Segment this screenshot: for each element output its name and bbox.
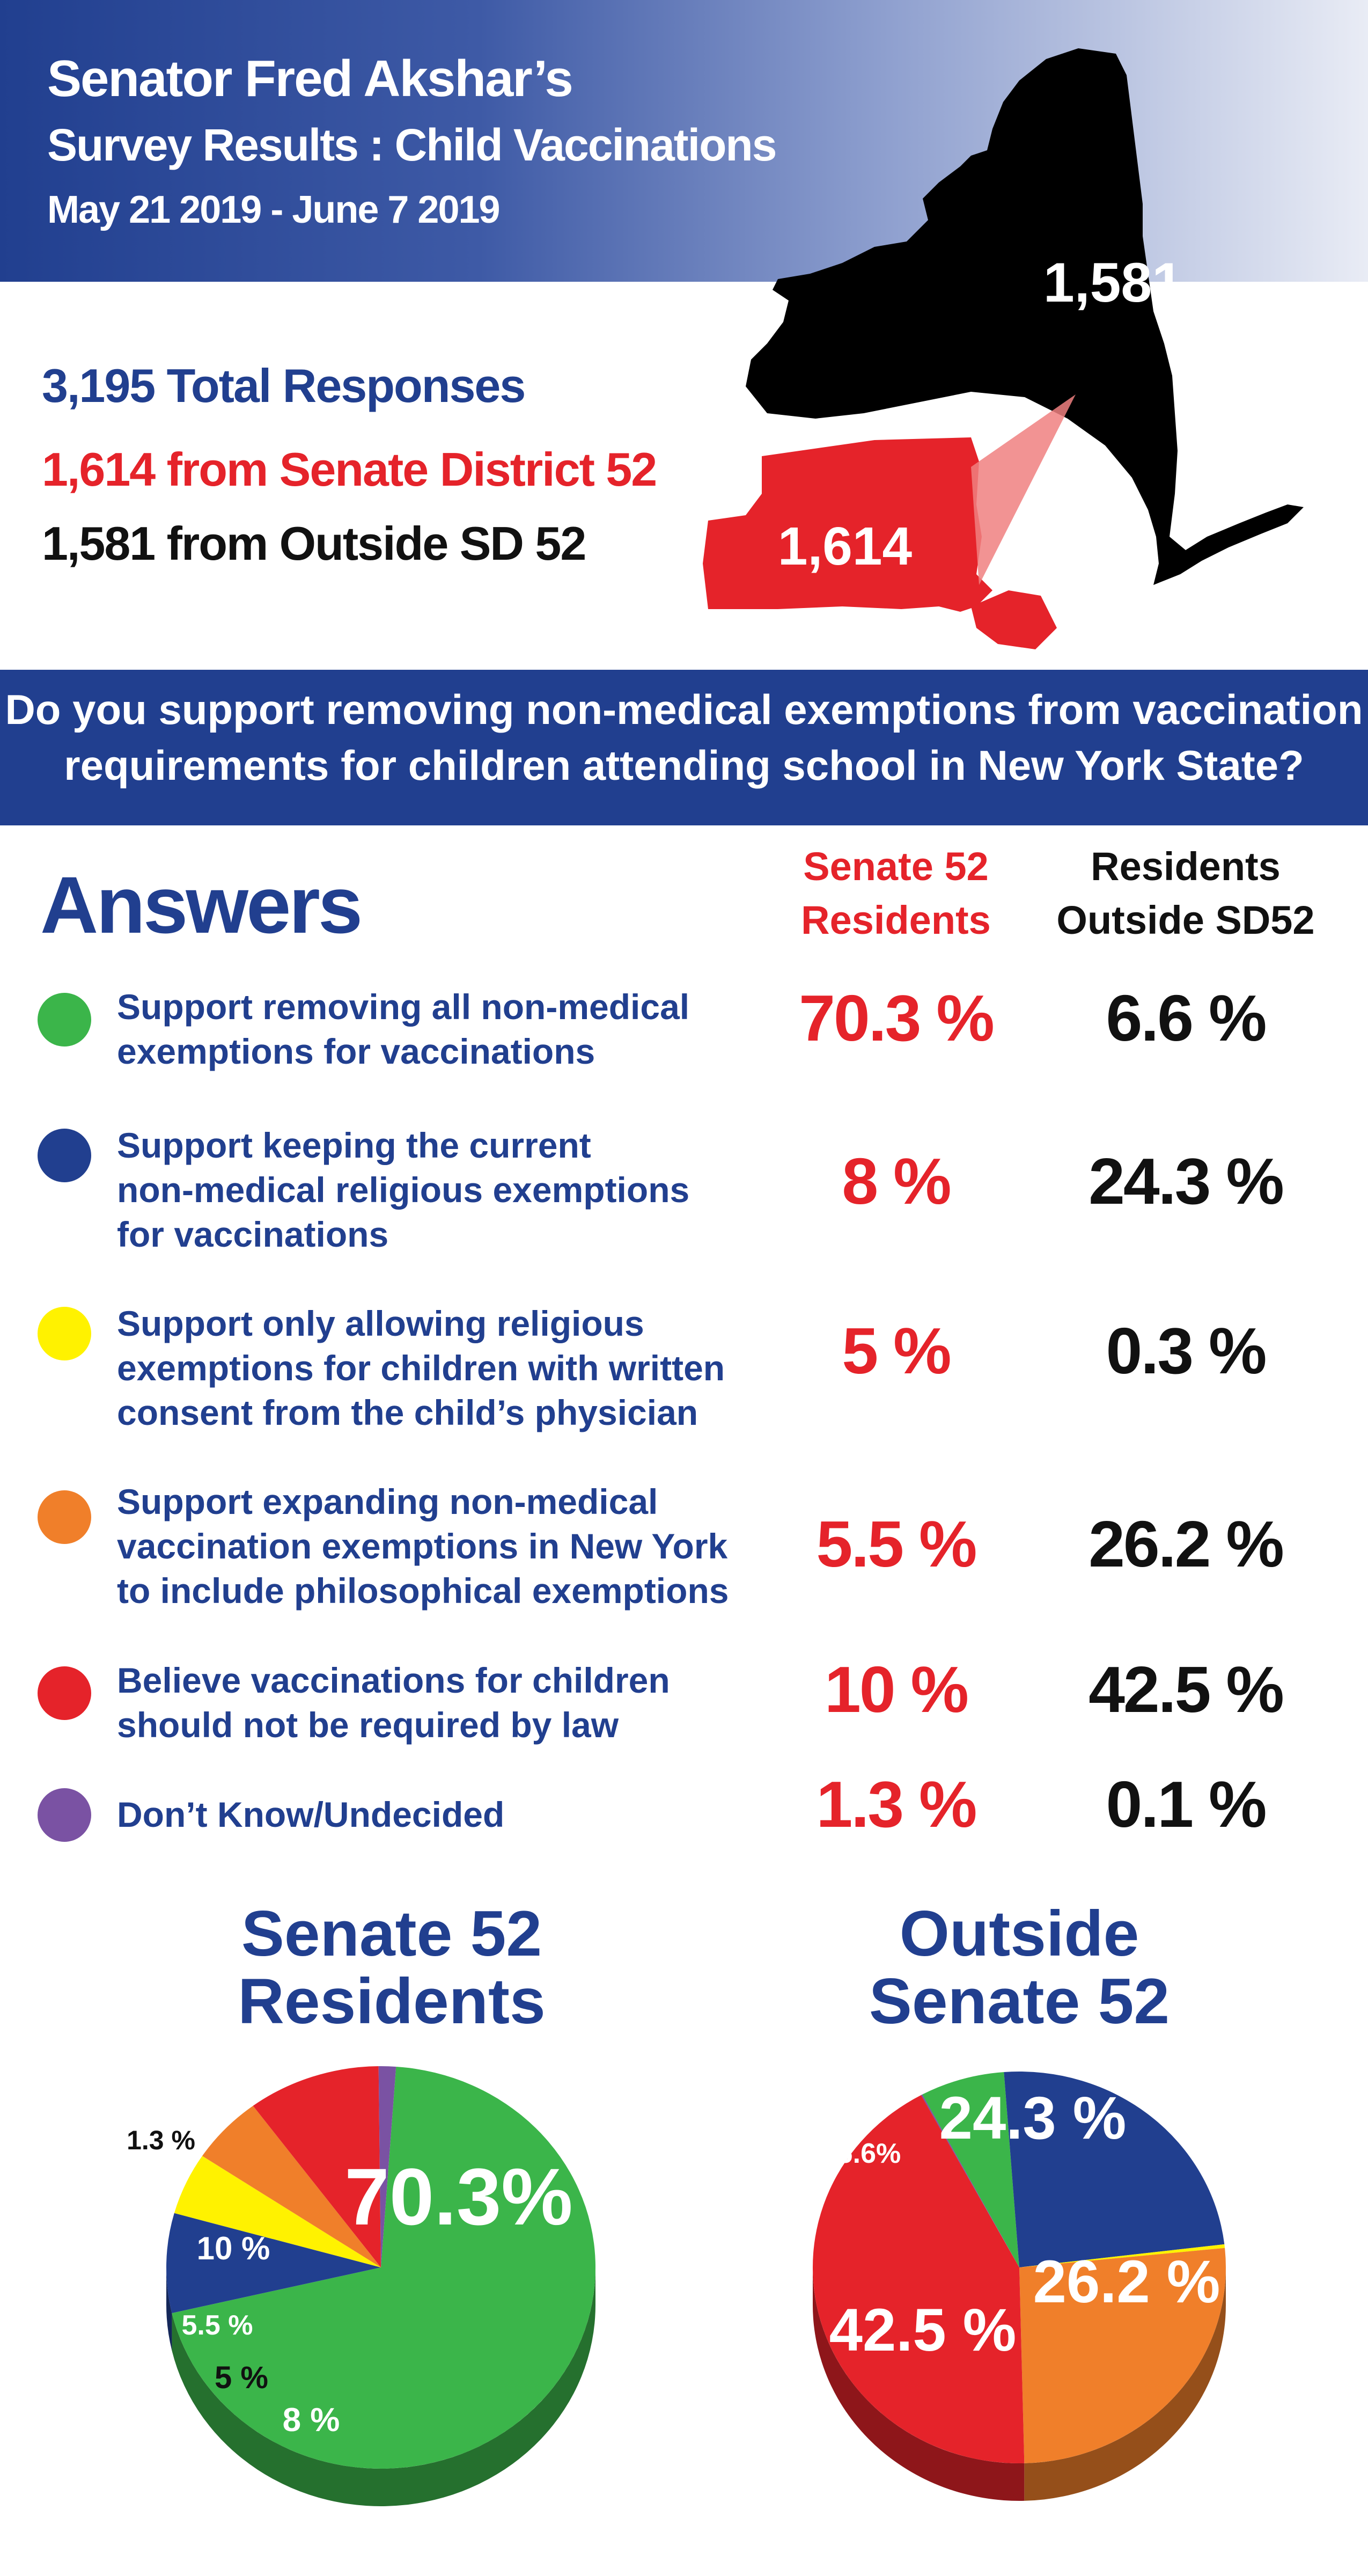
answer-value-sd52: 8 % [842, 1145, 950, 1218]
answer-label-line: non-medical religious exemptions [117, 1170, 690, 1210]
pie-slice-label: 6.6% [837, 2138, 901, 2169]
pie-slice-label: 5 % [215, 2360, 268, 2395]
callout-wedge [971, 394, 1076, 585]
answer-color-dot [38, 993, 91, 1046]
answer-label-line: for vaccinations [117, 1214, 389, 1254]
pie-slice-label: 10 % [196, 2230, 270, 2266]
pie-title-sd52 [161, 1900, 622, 2035]
column-header-line: Senate 52 [803, 844, 989, 889]
answer-value-sd52: 10 % [824, 1653, 968, 1726]
pie-title-line: Senate 52 [241, 1898, 542, 1970]
survey-question [0, 682, 1368, 793]
pie-title-line: Residents [238, 1965, 546, 2037]
answer-label [117, 1480, 777, 1613]
answer-color-dot [38, 1307, 91, 1360]
answer-value-sd52: 5 % [842, 1314, 950, 1387]
answers-heading: Answers [40, 860, 361, 950]
answer-value-outside: 42.5 % [1088, 1653, 1283, 1726]
answer-label-line: to include philosophical exemptions [117, 1571, 729, 1611]
new-york-map [671, 21, 1368, 665]
answer-value-sd52: 70.3 % [799, 982, 993, 1055]
answer-value-outside: 6.6 % [1106, 982, 1266, 1055]
answer-label [117, 1123, 777, 1257]
answer-label [117, 1301, 777, 1435]
pie-slice-label: 70.3% [344, 2151, 573, 2242]
page-title: Senator Fred Akshar’s [47, 50, 572, 107]
question-line: requirements for children attending school in New York State? [64, 742, 1304, 789]
answer-value-sd52: 5.5 % [816, 1507, 976, 1580]
answer-color-dot [38, 1788, 91, 1842]
pie-slice-label: 1.3 % [127, 2125, 195, 2155]
pie-chart-sd52 [127, 2066, 595, 2506]
column-header-line: Outside SD52 [1056, 898, 1315, 942]
answer-label-line: Support only allowing religious [117, 1304, 644, 1343]
total-responses: 3,195 Total Responses [42, 359, 525, 412]
map-district-label: 1,614 [777, 516, 913, 576]
answer-value-outside: 24.3 % [1088, 1145, 1283, 1218]
pie-title-line: Outside [899, 1898, 1139, 1970]
answer-color-dot [38, 1129, 91, 1182]
answer-value-outside: 26.2 % [1088, 1507, 1283, 1580]
column-header-line: Residents [1091, 844, 1281, 889]
answer-label-line: Don’t Know/Undecided [117, 1795, 505, 1834]
answer-color-dot [38, 1490, 91, 1544]
answer-label-line: consent from the child’s physician [117, 1393, 698, 1432]
pie-slice-label: 26.2 % [1033, 2248, 1220, 2315]
column-header-sd52 [751, 840, 1041, 947]
pie-slice-label: 24.3 % [939, 2084, 1127, 2151]
answer-label-line: Believe vaccinations for children [117, 1660, 670, 1700]
answer-label-line: exemptions for vaccinations [117, 1031, 595, 1071]
pie-slice-label: 8 % [282, 2402, 340, 2439]
pie-chart-outside [813, 2072, 1226, 2501]
answer-value-outside: 0.1 % [1106, 1768, 1266, 1841]
outside-responses: 1,581 from Outside SD 52 [42, 517, 586, 570]
question-line: Do you support removing non-medical exemptions from vaccination [5, 686, 1363, 733]
answer-label-line: vaccination exemptions in New York [117, 1526, 728, 1566]
answer-label-line: Support removing all non-medical [117, 987, 690, 1027]
answer-label-line: exemptions for children with written [117, 1348, 725, 1388]
survey-dates: May 21 2019 - June 7 2019 [47, 188, 499, 231]
map-state-label: 1,581 [1043, 252, 1183, 314]
district-responses: 1,614 from Senate District 52 [42, 443, 657, 496]
column-header-outside [1035, 840, 1336, 947]
answer-color-dot [38, 1666, 91, 1720]
answer-label-line: should not be required by law [117, 1705, 619, 1745]
answer-value-sd52: 1.3 % [816, 1768, 976, 1841]
pie-slice-label: 5.5 % [181, 2310, 253, 2341]
answer-value-outside: 0.3 % [1106, 1314, 1266, 1387]
page-subtitle: Survey Results : Child Vaccinations [47, 120, 776, 170]
senate-district-52-tail [971, 590, 1057, 649]
answer-label [117, 985, 777, 1074]
answer-label-line: Support expanding non-medical [117, 1482, 658, 1521]
answer-label [117, 1792, 777, 1837]
answer-label [117, 1658, 777, 1747]
pie-slice-label: 42.5 % [829, 2296, 1017, 2363]
pie-charts [0, 2023, 1368, 2576]
answer-label-line: Support keeping the current [117, 1125, 591, 1165]
column-header-line: Residents [801, 898, 991, 942]
pie-title-line: Senate 52 [869, 1965, 1170, 2037]
pie-title-outside [783, 1900, 1255, 2035]
